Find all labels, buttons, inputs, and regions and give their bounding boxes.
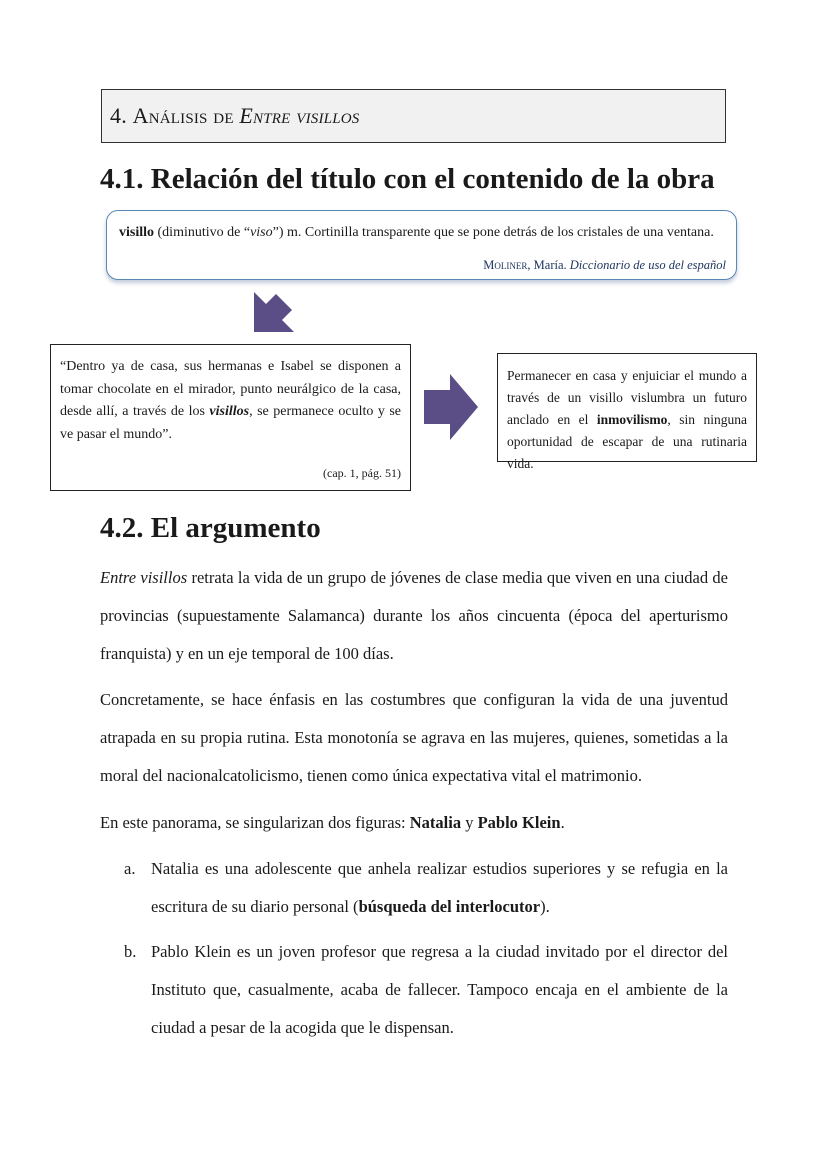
paragraph-3-end: . [560, 813, 565, 832]
definition-box [106, 210, 737, 280]
definition-source [483, 258, 726, 273]
source-author-rest: , María. [527, 258, 567, 272]
paragraph-1-title: Entre visillos [100, 568, 188, 587]
note-pre: Permanecer en casa y enjuiciar el mundo a través de un visillo vislumbra un futuro anclado en el [507, 368, 747, 427]
paragraph-3-mid: y [461, 813, 478, 832]
section-number: 4. [110, 103, 127, 128]
list-item-text [151, 850, 728, 926]
paragraph-1 [100, 559, 728, 673]
paragraph-3-pre: En este panorama, se singularizan dos figuras: [100, 813, 410, 832]
paragraph-3 [100, 804, 728, 842]
paragraph-3-name-1: Natalia [409, 813, 462, 832]
paragraph-2: Concretamente, se hace énfasis en las costumbres que configuran la vida de una juventud atrapada en su propia rutina. Esta monotonía se agrava en las mujeres, quienes, sometidas a la moral del nacionalcatolicismo, tienen como única expectativa vital el matrimonio. [100, 690, 728, 785]
definition-term: visillo [119, 225, 155, 240]
arrow-right-shape [424, 374, 478, 440]
list-item-text: Pablo Klein es un joven profesor que regresa a la ciudad invitado por el director del Instituto que, casualmente, acaba de fallecer. Tampoco encaja en el ambiente de la ciudad a pesar de la acogida que le dispensan. [151, 942, 728, 1037]
quote-pre: “Dentro ya de casa, sus hermanas e Isabel se disponen a tomar chocolate en el mirador, punto neurálgico de la casa, desde allí, a través de los [60, 359, 401, 419]
arrow-right-icon [424, 374, 478, 440]
note-post: , sin ninguna oportunidad de escapar de una rutinaria vida. [507, 412, 748, 471]
interpretation-box [497, 353, 757, 471]
heading-4-1: 4.1. Relación del título con el contenido de la obra [100, 163, 715, 195]
source-author: Moliner [483, 258, 528, 272]
note-bold: inmovilismo [596, 412, 668, 427]
quote-keyword: visillos [209, 404, 250, 419]
paragraph-1-text: retrata la vida de un grupo de jóvenes de clase media que viven en una ciudad de provincias (supuestamente Salamanca) durante los años cincuenta (época del aperturismo franquista) y en un eje temporal de 100 días. [100, 568, 728, 663]
paragraph-3-name-2: Pablo Klein [477, 813, 561, 832]
list-item [124, 850, 728, 926]
section-title-smallcaps: Análisis de [132, 103, 234, 128]
arrow-down-left-icon [248, 290, 296, 338]
definition-text [119, 225, 724, 241]
quote-text [60, 356, 401, 446]
section-title-italic: Entre visillos [239, 103, 360, 128]
list-item-a-pre: Natalia es una adolescente que anhela realizar estudios superiores y se refugia en la escritura de su diario personal ( [151, 859, 728, 916]
list-item [124, 933, 728, 1047]
quote-box [50, 344, 411, 491]
list-item-a-bold: búsqueda del interlocutor [358, 897, 541, 916]
list-item-a-post: ). [540, 897, 550, 916]
quote-reference: (cap. 1, pág. 51) [323, 466, 401, 480]
section-header [101, 89, 726, 143]
definition-pre: (diminutivo de “ [157, 225, 251, 240]
heading-4-2: 4.2. El argumento [100, 512, 321, 544]
definition-word: viso [250, 225, 273, 240]
list-marker: a. [124, 859, 136, 878]
list-marker: b. [124, 942, 137, 961]
source-title: Diccionario de uso del español [569, 258, 726, 272]
definition-post: ”) m. Cortinilla transparente que se pone detrás de los cristales de una ventana. [272, 225, 714, 240]
quote-post: , se permanece oculto y se ve pasar el mundo”. [60, 404, 401, 442]
arrow-down-left-shape [254, 292, 294, 332]
